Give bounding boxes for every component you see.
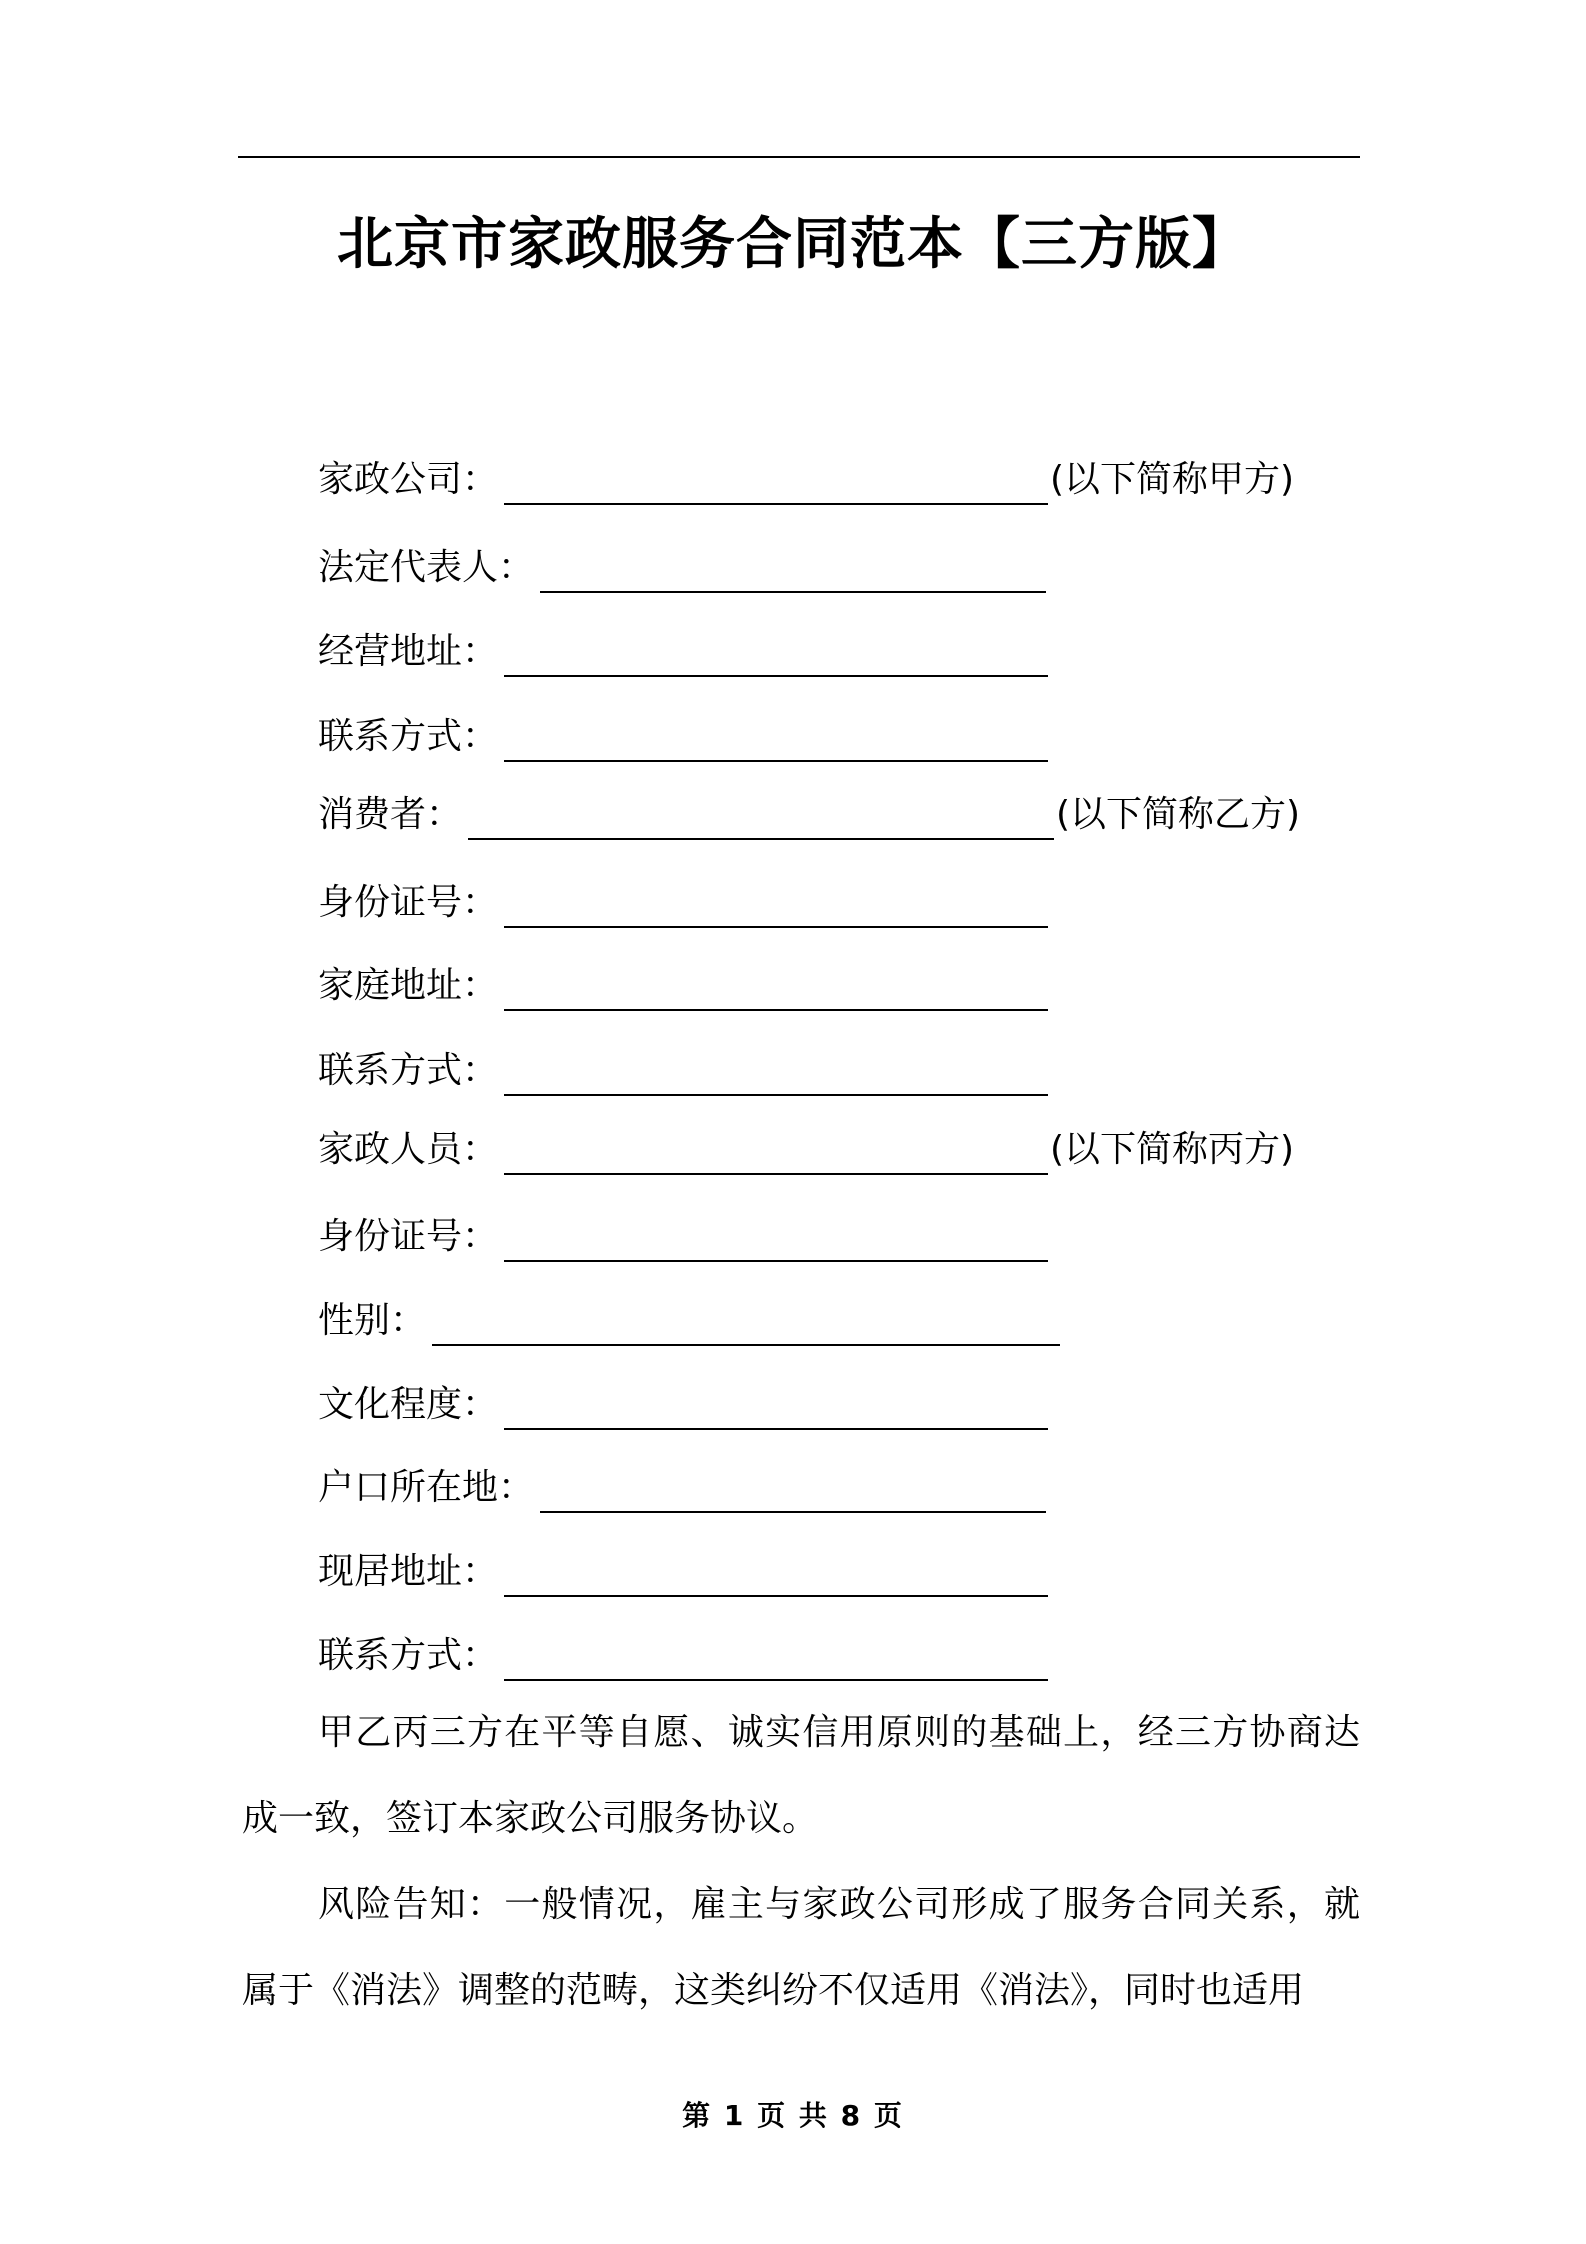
field-label: 消费者： (318, 794, 463, 835)
field-education (318, 1380, 1048, 1430)
field-business-address (318, 627, 1048, 677)
field-suffix: (以下简称乙方) (1056, 794, 1301, 835)
field-domestic-worker (318, 1125, 1294, 1175)
fill-blank[interactable] (504, 465, 1048, 505)
document-title: 北京市家政服务合同范本【三方版】 (337, 212, 1249, 277)
field-label: 联系方式： (318, 1635, 499, 1676)
fill-blank[interactable] (504, 1641, 1048, 1681)
field-suffix: (以下简称丙方) (1050, 1129, 1295, 1170)
field-label: 文化程度： (318, 1384, 499, 1425)
page-number: 第 1 页 共 8 页 (682, 2099, 904, 2132)
field-label: 联系方式： (318, 716, 499, 757)
field-consumer (318, 790, 1300, 840)
fill-blank[interactable] (504, 1557, 1048, 1597)
field-label: 联系方式： (318, 1050, 499, 1091)
field-label: 家庭地址： (318, 965, 499, 1006)
header-rule (238, 156, 1360, 158)
field-home-address (318, 961, 1048, 1011)
field-label: 身份证号： (318, 1216, 499, 1257)
field-label: 身份证号： (318, 882, 499, 923)
field-label: 户口所在地： (318, 1467, 535, 1508)
field-household-registration (318, 1463, 1046, 1513)
field-legal-representative (318, 543, 1046, 593)
field-worker-contact (318, 1631, 1048, 1681)
fill-blank[interactable] (540, 1473, 1046, 1513)
fill-blank[interactable] (504, 637, 1048, 677)
fill-blank[interactable] (504, 722, 1048, 762)
fill-blank[interactable] (468, 800, 1054, 840)
field-current-address (318, 1547, 1048, 1597)
fill-blank[interactable] (504, 1390, 1048, 1430)
field-label: 法定代表人： (318, 547, 535, 588)
fill-blank[interactable] (504, 1222, 1048, 1262)
field-worker-id (318, 1212, 1048, 1262)
fill-blank[interactable] (504, 1056, 1048, 1096)
field-consumer-contact (318, 1046, 1048, 1096)
field-label: 家政公司： (318, 459, 499, 500)
field-label: 性别： (318, 1300, 427, 1341)
agreement-paragraph: 甲乙丙三方在平等自愿、诚实信用原则的基础上，经三方协商达成一致，签订本家政公司服务协议。 (242, 1712, 1360, 1839)
field-suffix: (以下简称甲方) (1050, 459, 1295, 500)
fill-blank[interactable] (540, 553, 1046, 593)
field-label: 家政人员： (318, 1129, 499, 1170)
field-company (318, 455, 1294, 505)
risk-notice-paragraph: 风险告知：一般情况，雇主与家政公司形成了服务合同关系，就属于《消法》调整的范畴，这类纠纷不仅适用《消法》，同时也适用 (242, 1884, 1360, 2011)
fill-blank[interactable] (504, 1135, 1048, 1175)
field-label: 现居地址： (318, 1551, 499, 1592)
fill-blank[interactable] (432, 1306, 1060, 1346)
fill-blank[interactable] (504, 888, 1048, 928)
field-company-contact (318, 712, 1048, 762)
fill-blank[interactable] (504, 971, 1048, 1011)
field-consumer-id (318, 878, 1048, 928)
field-label: 经营地址： (318, 631, 499, 672)
field-gender (318, 1296, 1060, 1346)
